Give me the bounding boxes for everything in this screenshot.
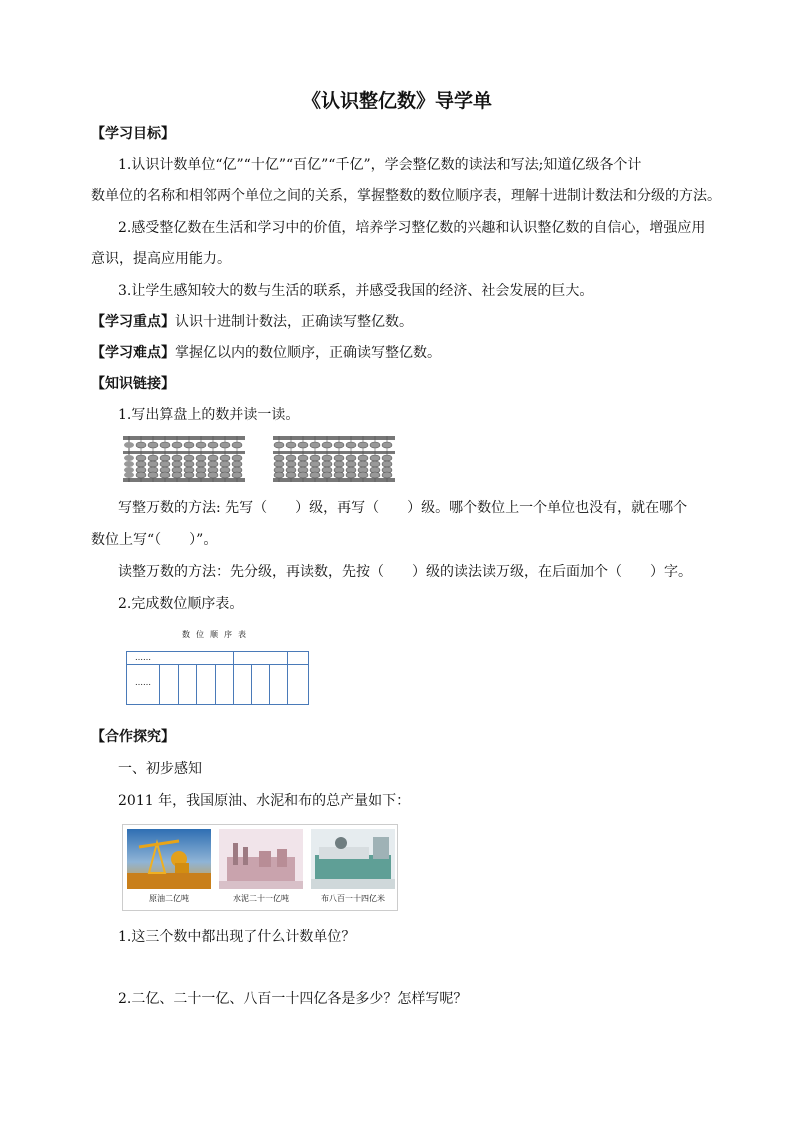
write-method-line-1: 写整万数的方法: 先写（ ）级，再写（ ）级。哪个数位上一个单位也没有，就在哪个 (118, 500, 688, 516)
goal-1-line-2: 数单位的名称和相邻两个单位之间的关系，掌握整数的数位顺序表，理解十进制计数法和分级的方法。 (91, 188, 721, 204)
difficulty-heading: 【学习难点】 (91, 345, 175, 361)
table-divider (287, 664, 288, 704)
abacus-1-image (121, 434, 247, 484)
table-divider (178, 664, 179, 704)
difficulty-text: 掌握亿以内的数位顺序，正确读写整亿数。 (175, 345, 441, 361)
production-photos (122, 824, 398, 911)
table-divider (251, 664, 252, 704)
cloth-machine-photo (311, 829, 395, 889)
cloth-caption: 布八百一十四亿米 (321, 894, 385, 903)
page-title: 《认识整亿数》导学单 (301, 90, 492, 112)
table-divider (233, 652, 234, 664)
key-point (91, 312, 413, 332)
links-question-1: 1.写出算盘上的数并读一读。 (118, 407, 300, 423)
oil-caption: 原油二亿吨 (149, 894, 189, 903)
table-divider (215, 664, 216, 704)
table-dots-bottom: …… (135, 678, 151, 687)
key-point-text: 认识十进制计数法，正确读写整亿数。 (175, 314, 413, 330)
goal-3: 3.让学生感知较大的数与生活的联系，并感受我国的经济、社会发展的巨大。 (118, 283, 594, 299)
cement-factory-photo (219, 829, 303, 889)
place-value-table-caption: 数位顺序表 (182, 630, 252, 639)
read-method-line: 读整万数的方法：先分级，再读数，先按（ ）级的读法读万级，在后面加个（ ）字。 (118, 564, 692, 580)
goal-2-line-1: 2.感受整亿数在生活和学习中的价值，培养学习整亿数的兴趣和认识整亿数的自信心，增强应用 (118, 220, 706, 236)
explore-intro: 2011 年，我国原油、水泥和布的总产量如下： (118, 793, 411, 809)
explore-question-1: 1.这三个数中都出现了什么计数单位？ (118, 929, 356, 945)
table-header-row (127, 652, 308, 665)
links-heading: 【知识链接】 (91, 376, 175, 392)
explore-subheading: 一、初步感知 (118, 761, 202, 777)
difficulty (91, 343, 441, 363)
cement-caption: 水泥二十一亿吨 (233, 894, 289, 903)
place-value-table[interactable] (126, 651, 309, 705)
goals-heading: 【学习目标】 (91, 126, 175, 142)
abacus-2-image (271, 434, 397, 484)
key-point-heading: 【学习重点】 (91, 314, 175, 330)
table-divider (196, 664, 197, 704)
table-divider (233, 664, 234, 704)
explore-question-2: 2.二亿、二十一亿、八百一十四亿各是多少？怎样写呢？ (118, 991, 468, 1007)
goal-1-line-1: 1.认识计数单位“亿”“十亿”“百亿”“千亿”，学会整亿数的读法和写法;知道亿级各个计 (118, 157, 642, 173)
oil-pump-photo (127, 829, 211, 889)
write-method-line-2: 数位上写“（ ）”。 (91, 532, 218, 548)
table-divider (159, 664, 160, 704)
table-dots-top: …… (135, 653, 151, 662)
table-divider (287, 652, 288, 664)
goal-2-line-2: 意识，提高应用能力。 (91, 251, 231, 267)
table-divider (269, 664, 270, 704)
links-question-2: 2.完成数位顺序表。 (118, 596, 244, 612)
explore-heading: 【合作探究】 (91, 729, 175, 745)
